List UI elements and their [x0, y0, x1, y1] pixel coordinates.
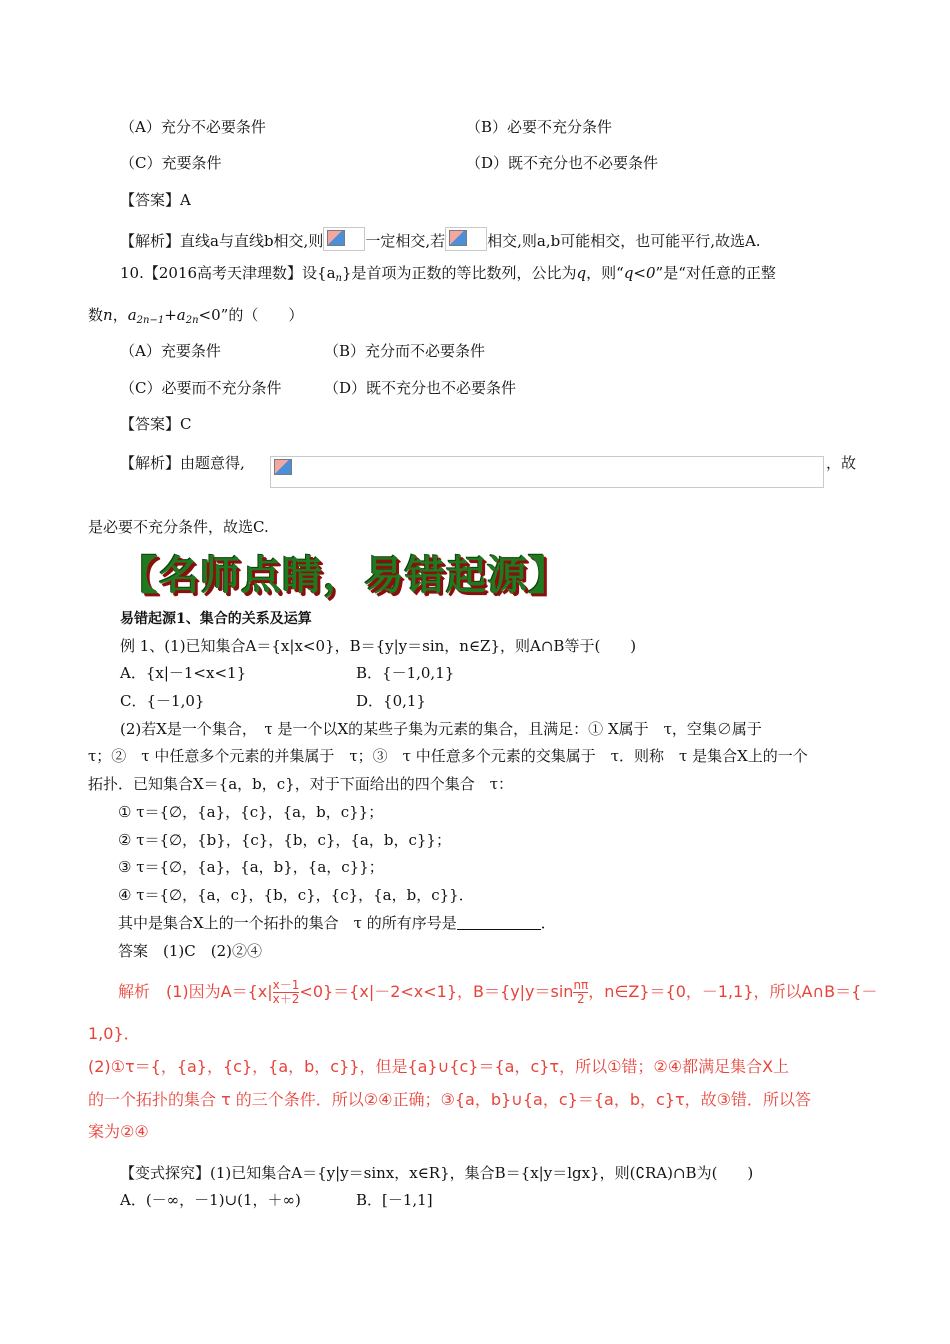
q10-option-c: （C）必要而不充分条件	[120, 379, 282, 397]
section-heading: 易错起源1、集合的关系及运算	[120, 611, 312, 627]
fraction: $\frac{x-1}{x+2}$	[272, 978, 300, 1006]
red-analysis-line2: 1,0}．	[88, 1024, 140, 1043]
q10-analysis-label: 【解析】	[120, 454, 181, 472]
variant-option-b: B．[－1,1]	[356, 1191, 433, 1209]
q10-option-d: （D）既不充分也不必要条件	[324, 379, 517, 397]
broken-image-icon	[323, 227, 365, 251]
example1-option-c: C．{－1,0}	[120, 692, 205, 710]
example-answer: 答案 (1)C (2)②④	[118, 942, 262, 960]
example1-stem: 例 1、(1)已知集合A＝{x|x<0}，B＝{y|y＝sin，n∈Z}，则A∩B等于( )	[120, 637, 637, 655]
example2-line1: (2)若X是一个集合， τ 是一个以X的某些子集为元素的集合，且满足：① X属于 τ，空集∅属于	[120, 720, 762, 738]
example2-question: 其中是集合X上的一个拓扑的集合 τ 的所有序号是 ．	[118, 914, 556, 932]
variant-stem: 【变式探究】(1)已知集合A＝{y|y＝sinx，x∈R}，集合B＝{x|y＝lgx}，则(∁RA)∩B为( )	[120, 1164, 754, 1182]
example1-option-d: D．{0,1}	[356, 692, 426, 710]
broken-image-icon	[270, 456, 824, 488]
q10-analysis: 【解析】由题意得,	[120, 454, 245, 472]
example2-item-2: ② τ＝{∅，{b}，{c}，{b，c}，{a，b，c}}；	[118, 831, 451, 849]
q10-answer: 【答案】C	[120, 415, 192, 433]
red-analysis-line1: 解析 (1)因为A＝{x| $\frac{x-1}{x+2}$ <0}＝{x|－2<x<1}，B＝{y|y＝sin $\frac{n\pi}{2}$ ，n∈Z}＝{0，－1,1}，所以A∩B＝{－	[118, 978, 878, 1006]
section-banner: 【名师点睛，易错起源】	[118, 553, 569, 599]
q9-option-d: （D）既不充分也不必要条件	[466, 154, 659, 172]
q9-option-a: （A）充分不必要条件	[120, 118, 266, 136]
example2-item-4: ④ τ＝{∅，{a，c}，{b，c}，{c}，{a，b，c}}．	[118, 886, 474, 904]
q10-option-a: （A）充要条件	[120, 342, 221, 360]
example2-item-1: ① τ＝{∅，{a}，{c}，{a，b，c}}；	[118, 803, 384, 821]
q10-source: 【2016高考天津理数】	[143, 264, 303, 282]
red-analysis-line3: (2)①τ＝{，{a}，{c}，{a，b，c}}，但是{a}∪{c}＝{a，c}τ，所以①错；②④都满足集合X上	[88, 1057, 790, 1076]
red-analysis-line4: 的一个拓扑的集合 τ 的三个条件．所以②④正确；③{a，b}∪{a，c}＝{a，b，c}τ，故③错．所以答	[88, 1090, 811, 1109]
example2-line3: 拓扑．已知集合X＝{a，b，c}，对于下面给出的四个集合 τ：	[88, 775, 514, 793]
q10-stem-line2: 数n，$a_{2n-1}+a_{2n}<0$”的（ ）	[88, 306, 304, 326]
variant-option-a: A．(－∞，－1)∪(1，＋∞)	[120, 1191, 301, 1209]
q10-stem-line1: 10.【2016高考天津理数】设$\{a_n\}$是首项为正数的等比数列，公比为q，则“q<0”是“对任意的正整	[120, 264, 776, 284]
answer-blank	[457, 915, 541, 930]
q9-answer: 【答案】A	[120, 191, 191, 209]
example1-option-a: A．{x|－1<x<1}	[120, 664, 247, 682]
broken-image-icon	[445, 227, 487, 251]
fraction: $\frac{n\pi}{2}$	[573, 978, 589, 1006]
example2-line2: τ；② τ 中任意多个元素的并集属于 τ；③ τ 中任意多个元素的交集属于 τ．则称 τ 是集合X上的一个	[88, 747, 808, 765]
q9-option-c: （C）充要条件	[120, 154, 222, 172]
q9-analysis-label: 【解析】	[120, 232, 181, 250]
q9-option-b: （B）必要不充分条件	[466, 118, 613, 136]
example1-option-b: B．{－1,0,1}	[356, 664, 455, 682]
q9-analysis: 【解析】直线a与直线b相交,则 一定相交,若 相交,则a,b可能相交，也可能平行,故选A.	[120, 227, 761, 251]
example2-item-3: ③ τ＝{∅，{a}，{a，b}，{a，c}}；	[118, 858, 384, 876]
q10-analysis-line2: 是必要不充分条件，故选C.	[88, 518, 269, 536]
red-analysis-line5: 案为②④	[88, 1122, 149, 1141]
q10-analysis-tail: ，故	[826, 454, 857, 472]
q10-option-b: （B）充分而不必要条件	[324, 342, 486, 360]
